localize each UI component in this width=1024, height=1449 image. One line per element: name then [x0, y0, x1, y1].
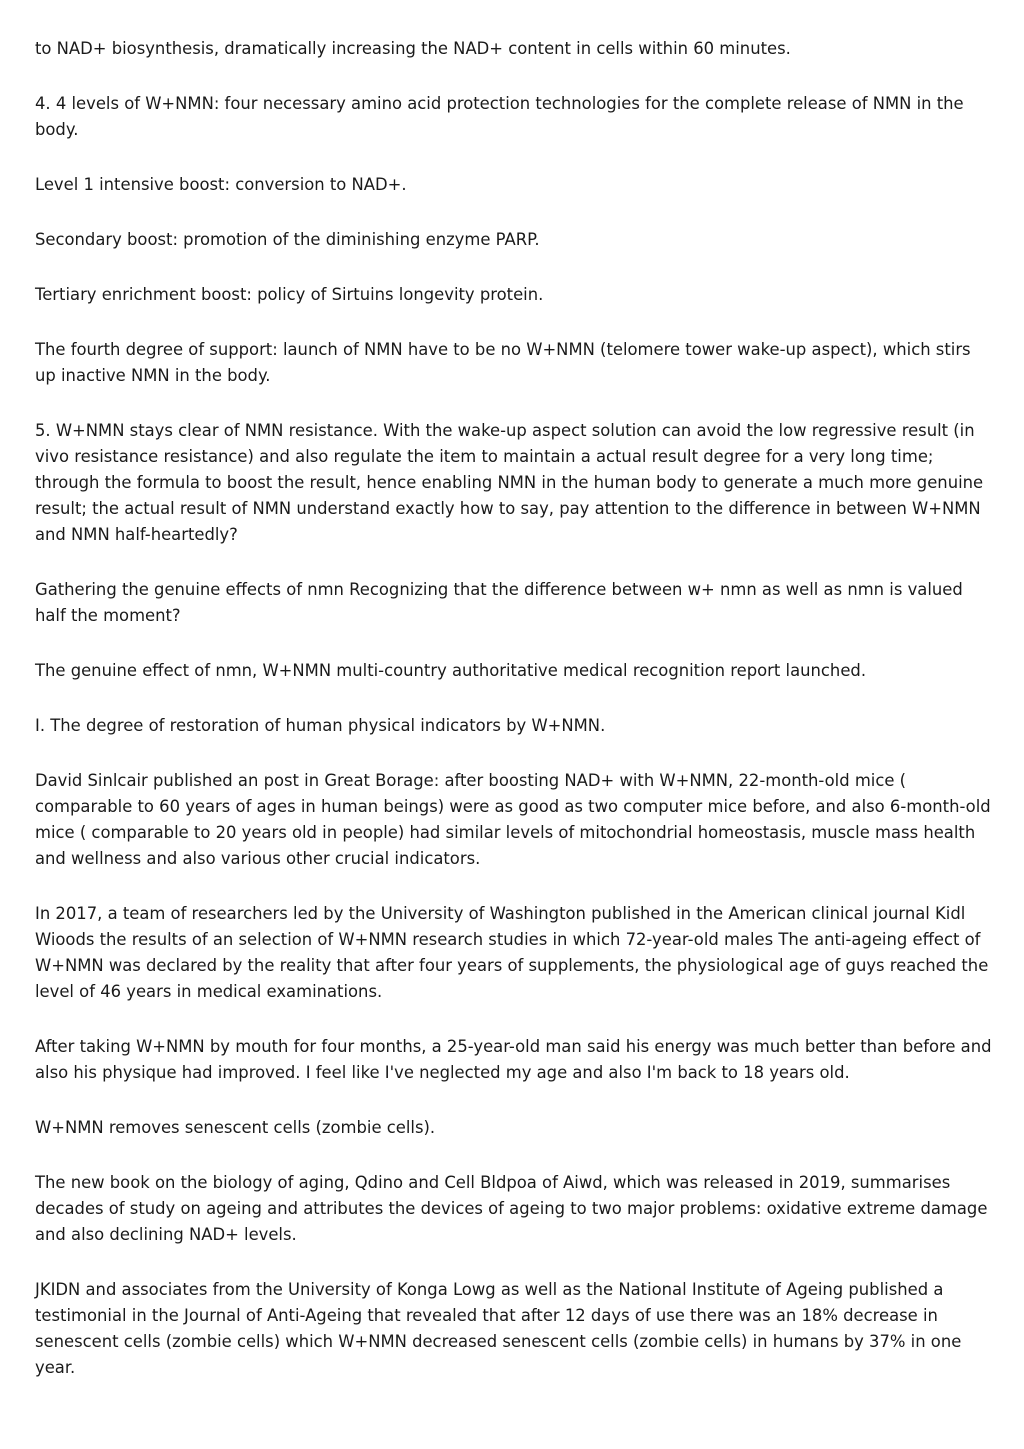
paragraph-nmn-resistance: 5. W+NMN stays clear of NMN resistance. With the wake-up aspect solution can avoid the low regressive result (in vivo resistance resistance) and also regulate the item to maintain a actual result degree for a very long time; through the formula to boost the result, hence enabling NMN in the human body to generate a much more genuine result; the actual result of NMN understand exactly how to say, pay attention to the difference in between W+NMN and NMN half-heartedly?: [35, 421, 984, 544]
paragraph-mice-study: David Sinlcair published an post in Great Borage: after boosting NAD+ with W+NMN, 22-month-old mice ( comparable to 60 years of ages in human beings) were as good as two computer mice before, and also 6-month-old mice ( comparable to 20 years old in people) had similar levels of mitochondrial homeostasis, muscle mass health and wellness and also various other crucial indicators.: [35, 771, 991, 868]
paragraph-biology-book: The new book on the biology of aging, Qdino and Cell Bldpoa of Aiwd, which was released in 2019, summarises decades of study on ageing and attributes the devices of ageing to two major problems: oxidative extreme damage and also declining NAD+ levels.: [35, 1173, 988, 1244]
paragraph-section-heading-restoration: I. The degree of restoration of human physical indicators by W+NMN.: [35, 716, 606, 735]
document-body: [35, 36, 995, 1410]
paragraph-fourth-degree: The fourth degree of support: launch of NMN have to be no W+NMN (telomere tower wake-up aspect), which stirs up inactive NMN in the body.: [35, 340, 971, 385]
paragraph-secondary-boost: Secondary boost: promotion of the diminishing enzyme PARP.: [35, 230, 540, 249]
paragraph-level-1: Level 1 intensive boost: conversion to NAD+.: [35, 175, 407, 194]
paragraph-2017-study: In 2017, a team of researchers led by the University of Washington published in the American clinical journal Kidl Wioods the results of an selection of W+NMN research studies in which 72-year-old males The anti-ageing effect of W+NMN was declared by the reality that after four years of supplements, the physiological age of guys reached the level of 46 years in medical examinations.: [35, 904, 989, 1001]
paragraph-recognition-report: The genuine effect of nmn, W+NMN multi-country authoritative medical recognition report launched.: [35, 661, 867, 680]
paragraph-senescent-study: JKIDN and associates from the University of Konga Lowg as well as the National Institute of Ageing published a testimonial in the Journal of Anti-Ageing that revealed that after 12 days of use there was an 18% decrease in senescent cells (zombie cells) which W+NMN decreased senescent cells (zombie cells) in humans by 37% in one year.: [35, 1280, 962, 1377]
paragraph-tertiary-boost: Tertiary enrichment boost: policy of Sirtuins longevity protein.: [35, 285, 544, 304]
paragraph-senescent-cells-heading: W+NMN removes senescent cells (zombie cells).: [35, 1118, 436, 1137]
paragraph-gathering-effects: Gathering the genuine effects of nmn Recognizing that the difference between w+ nmn as well as nmn is valued half the moment?: [35, 580, 963, 625]
paragraph-testimonial: After taking W+NMN by mouth for four months, a 25-year-old man said his energy was much better than before and also his physique had improved. I feel like I've neglected my age and also I'm back to 18 years old.: [35, 1037, 992, 1082]
paragraph-four-levels: 4. 4 levels of W+NMN: four necessary amino acid protection technologies for the complete release of NMN in the body.: [35, 94, 964, 139]
paragraph-nad-biosynthesis: to NAD+ biosynthesis, dramatically increasing the NAD+ content in cells within 60 minutes.: [35, 39, 791, 58]
